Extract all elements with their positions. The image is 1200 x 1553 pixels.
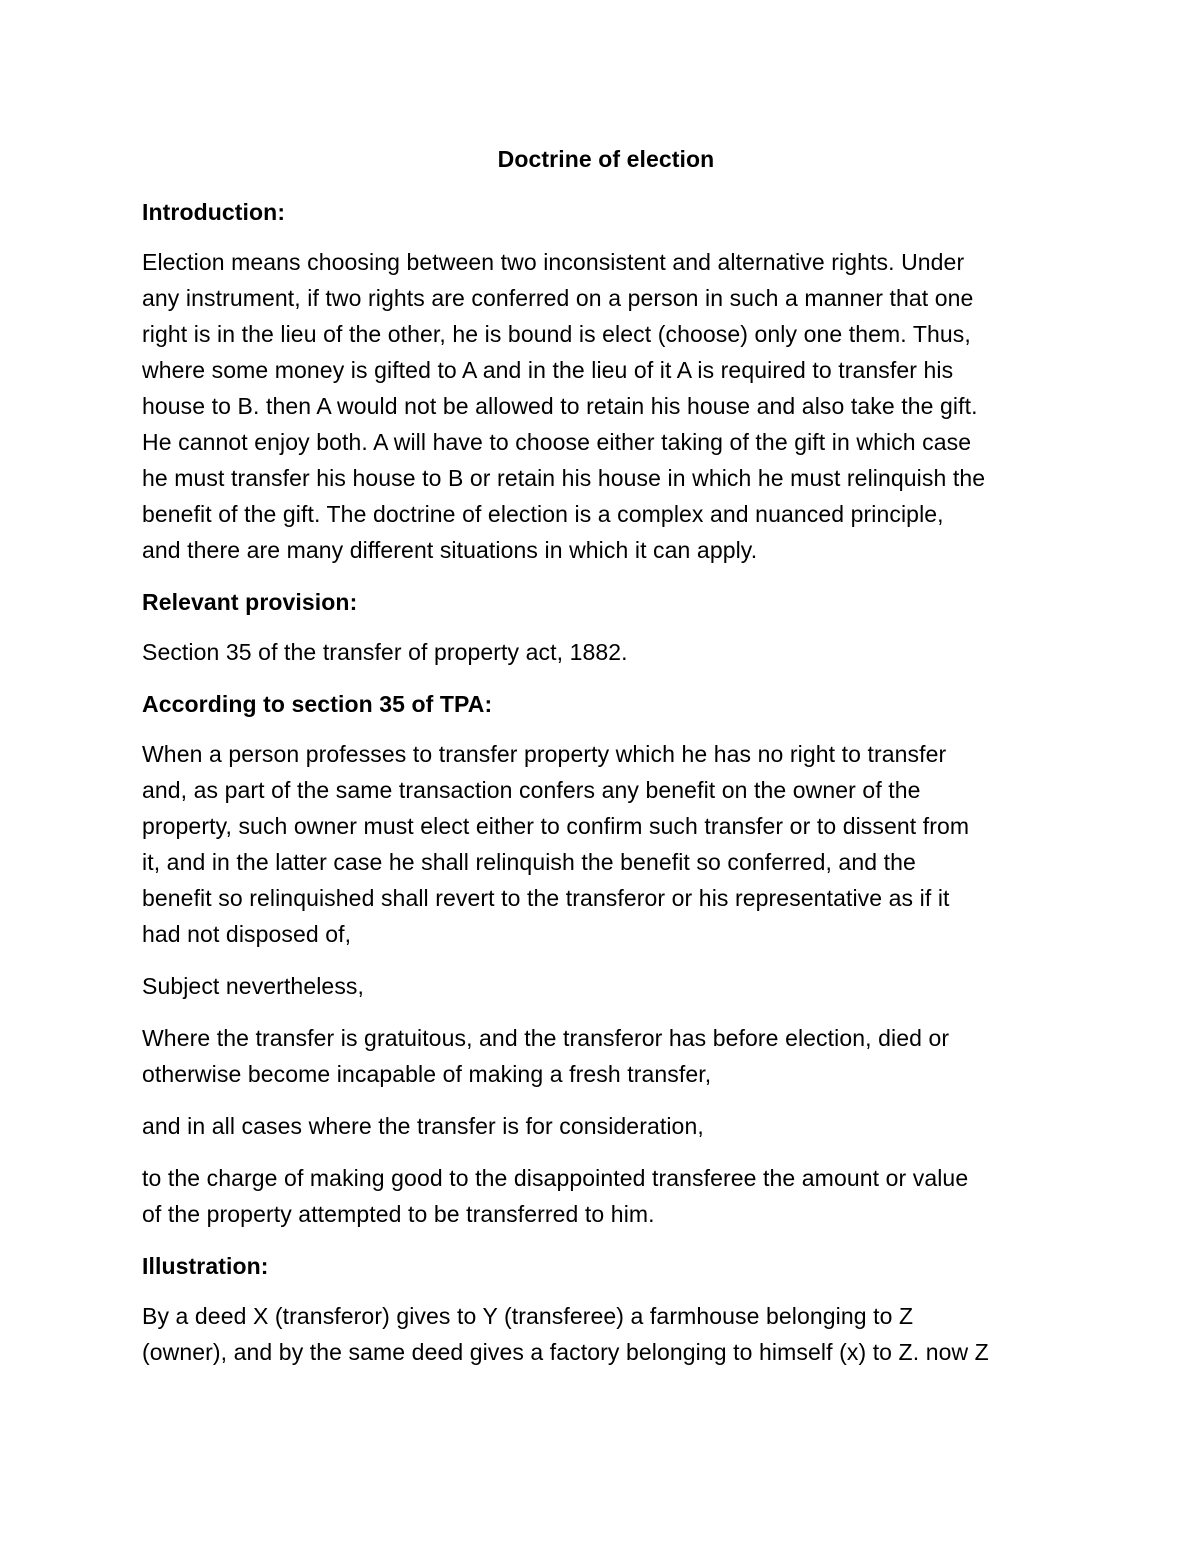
- text-line: benefit so relinquished shall revert to the transferor or his representative as if it: [142, 885, 950, 911]
- introduction-heading: Introduction:: [142, 199, 286, 225]
- text-line: Subject nevertheless,: [142, 973, 365, 999]
- text-line: he must transfer his house to B or retain his house in which he must relinquish the: [142, 465, 986, 491]
- relevant-provision-heading: Relevant provision:: [142, 589, 358, 615]
- text-line: Election means choosing between two inconsistent and alternative rights. Under: [142, 249, 965, 275]
- text-line: of the property attempted to be transferred to him.: [142, 1201, 655, 1227]
- text-line: property, such owner must elect either to confirm such transfer or to dissent from: [142, 813, 970, 839]
- gratuitous-transfer-paragraph: [142, 1020, 1070, 1092]
- subject-nevertheless-paragraph: [142, 968, 1070, 1004]
- document-title: Doctrine of election: [497, 146, 715, 172]
- text-line: and in all cases where the transfer is for consideration,: [142, 1113, 704, 1139]
- text-line: it, and in the latter case he shall relinquish the benefit so conferred, and the: [142, 849, 916, 875]
- document-body: [142, 140, 1070, 1386]
- text-line: By a deed X (transferor) gives to Y (transferee) a farmhouse belonging to Z: [142, 1303, 914, 1329]
- text-line: and there are many different situations in which it can apply.: [142, 537, 758, 563]
- text-line: where some money is gifted to A and in the lieu of it A is required to transfer his: [142, 357, 954, 383]
- consideration-paragraph: [142, 1108, 1070, 1144]
- text-line: to the charge of making good to the disappointed transferee the amount or value: [142, 1165, 969, 1191]
- section-35-paragraph: [142, 736, 1070, 952]
- text-line: any instrument, if two rights are conferred on a person in such a manner that one: [142, 285, 974, 311]
- text-line: benefit of the gift. The doctrine of election is a complex and nuanced principle,: [142, 501, 944, 527]
- text-line: otherwise become incapable of making a fresh transfer,: [142, 1061, 712, 1087]
- text-line: and, as part of the same transaction confers any benefit on the owner of the: [142, 777, 921, 803]
- illustration-paragraph: [142, 1298, 1070, 1370]
- text-line: house to B. then A would not be allowed to retain his house and also take the gift.: [142, 393, 978, 419]
- text-line: had not disposed of,: [142, 921, 352, 947]
- text-line: He cannot enjoy both. A will have to choose either taking of the gift in which case: [142, 429, 972, 455]
- text-line: Where the transfer is gratuitous, and the transferor has before election, died or: [142, 1025, 950, 1051]
- text-line: (owner), and by the same deed gives a factory belonging to himself (x) to Z. now Z: [142, 1339, 989, 1365]
- illustration-heading: Illustration:: [142, 1253, 269, 1279]
- text-line: Section 35 of the transfer of property act, 1882.: [142, 639, 628, 665]
- introduction-paragraph: [142, 244, 1070, 568]
- relevant-provision-paragraph: [142, 634, 1070, 670]
- text-line: right is in the lieu of the other, he is bound is elect (choose) only one them. Thus,: [142, 321, 971, 347]
- section-35-heading: According to section 35 of TPA:: [142, 691, 493, 717]
- charge-paragraph: [142, 1160, 1070, 1232]
- text-line: When a person professes to transfer property which he has no right to transfer: [142, 741, 947, 767]
